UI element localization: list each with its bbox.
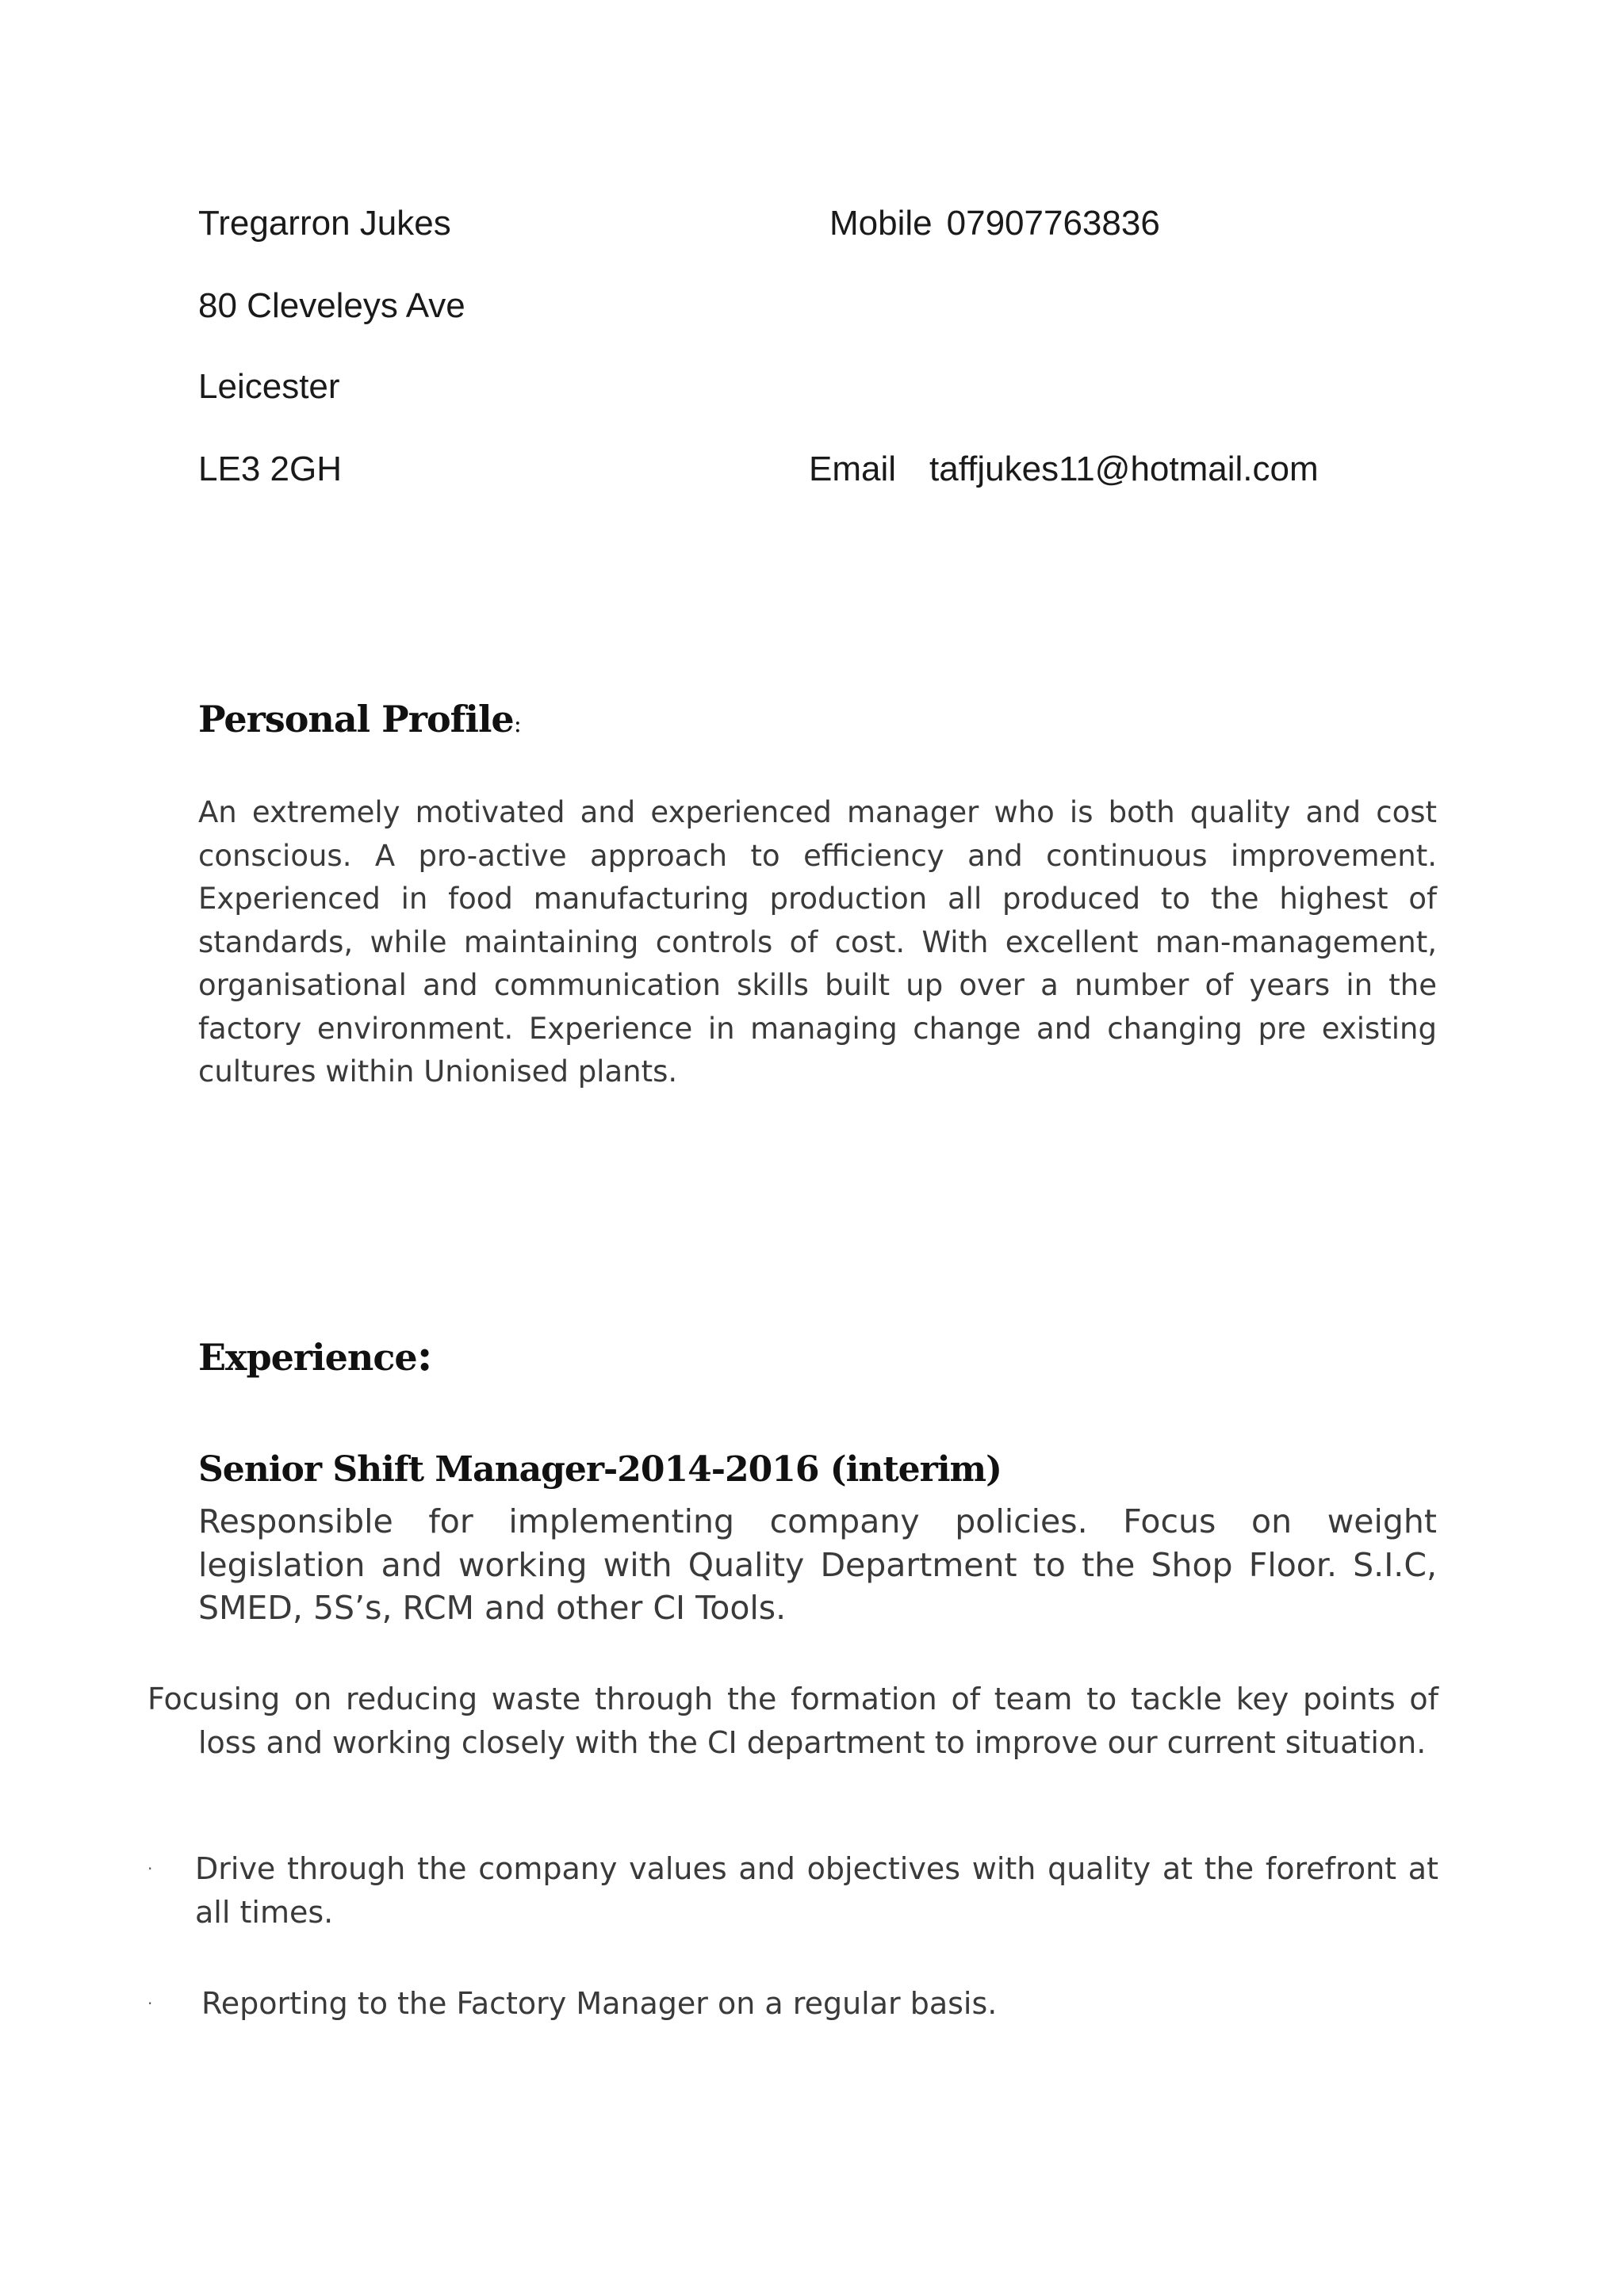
bullet-marker: · <box>147 1994 153 2013</box>
experience-heading-text: Experience <box>198 1336 417 1379</box>
address-line-1: 80 Cleveleys Ave <box>198 286 465 325</box>
profile-paragraph: An extremely motivated and experienced manager who is both quality and cost conscious. A pro-active approach to efficiency and continuous improvement. Experienced in food manufacturing production all produced to the highest of standards, while maintaining controls of cost. With excellent man-management, organisational and communication skills built up over a number of years in the factory environment. Experience in managing change and changing pre existing cultures within Unionised plants. <box>198 795 1437 1089</box>
mobile-label: Mobile <box>829 204 933 243</box>
email-line <box>809 452 1319 487</box>
bullet-text: Drive through the company values and objectives with quality at the forefront at all times. <box>195 1851 1438 1930</box>
focus-paragraph <box>147 1678 1438 1764</box>
section-heading-profile <box>198 698 521 740</box>
section-heading-experience <box>198 1330 432 1380</box>
bullet-text: Reporting to the Factory Manager on a regular basis. <box>201 1986 998 2021</box>
bullet-item <box>147 1847 1438 1934</box>
experience-heading-colon: : <box>416 1330 432 1380</box>
email-address: taffjukes11@hotmail.com <box>929 450 1319 488</box>
profile-heading-text: Personal Profile <box>198 698 514 740</box>
profile-heading-colon: : <box>513 710 521 738</box>
contact-name: Tregarron Jukes <box>198 204 451 243</box>
job-description: Responsible for implementing company policies. Focus on weight legislation and working with Quality Department to the Shop Floor. S.I.C, SMED, 5S’s, RCM and other CI Tools. <box>198 1502 1437 1627</box>
mobile-line <box>829 206 1160 241</box>
bullet-marker: · <box>147 1859 153 1878</box>
postcode: LE3 2GH <box>198 450 342 488</box>
address-line-2: Leicester <box>198 367 340 406</box>
mobile-number: 07907763836 <box>946 204 1160 243</box>
focus-text: Focusing on reducing waste through the formation of team to tackle key points of loss and working closely with the CI department to improve our current situation. <box>147 1682 1438 1760</box>
email-label: Email <box>809 450 897 488</box>
job-title: Senior Shift Manager-2014-2016 (interim) <box>198 1449 1002 1490</box>
bullet-item <box>147 1982 1438 2026</box>
